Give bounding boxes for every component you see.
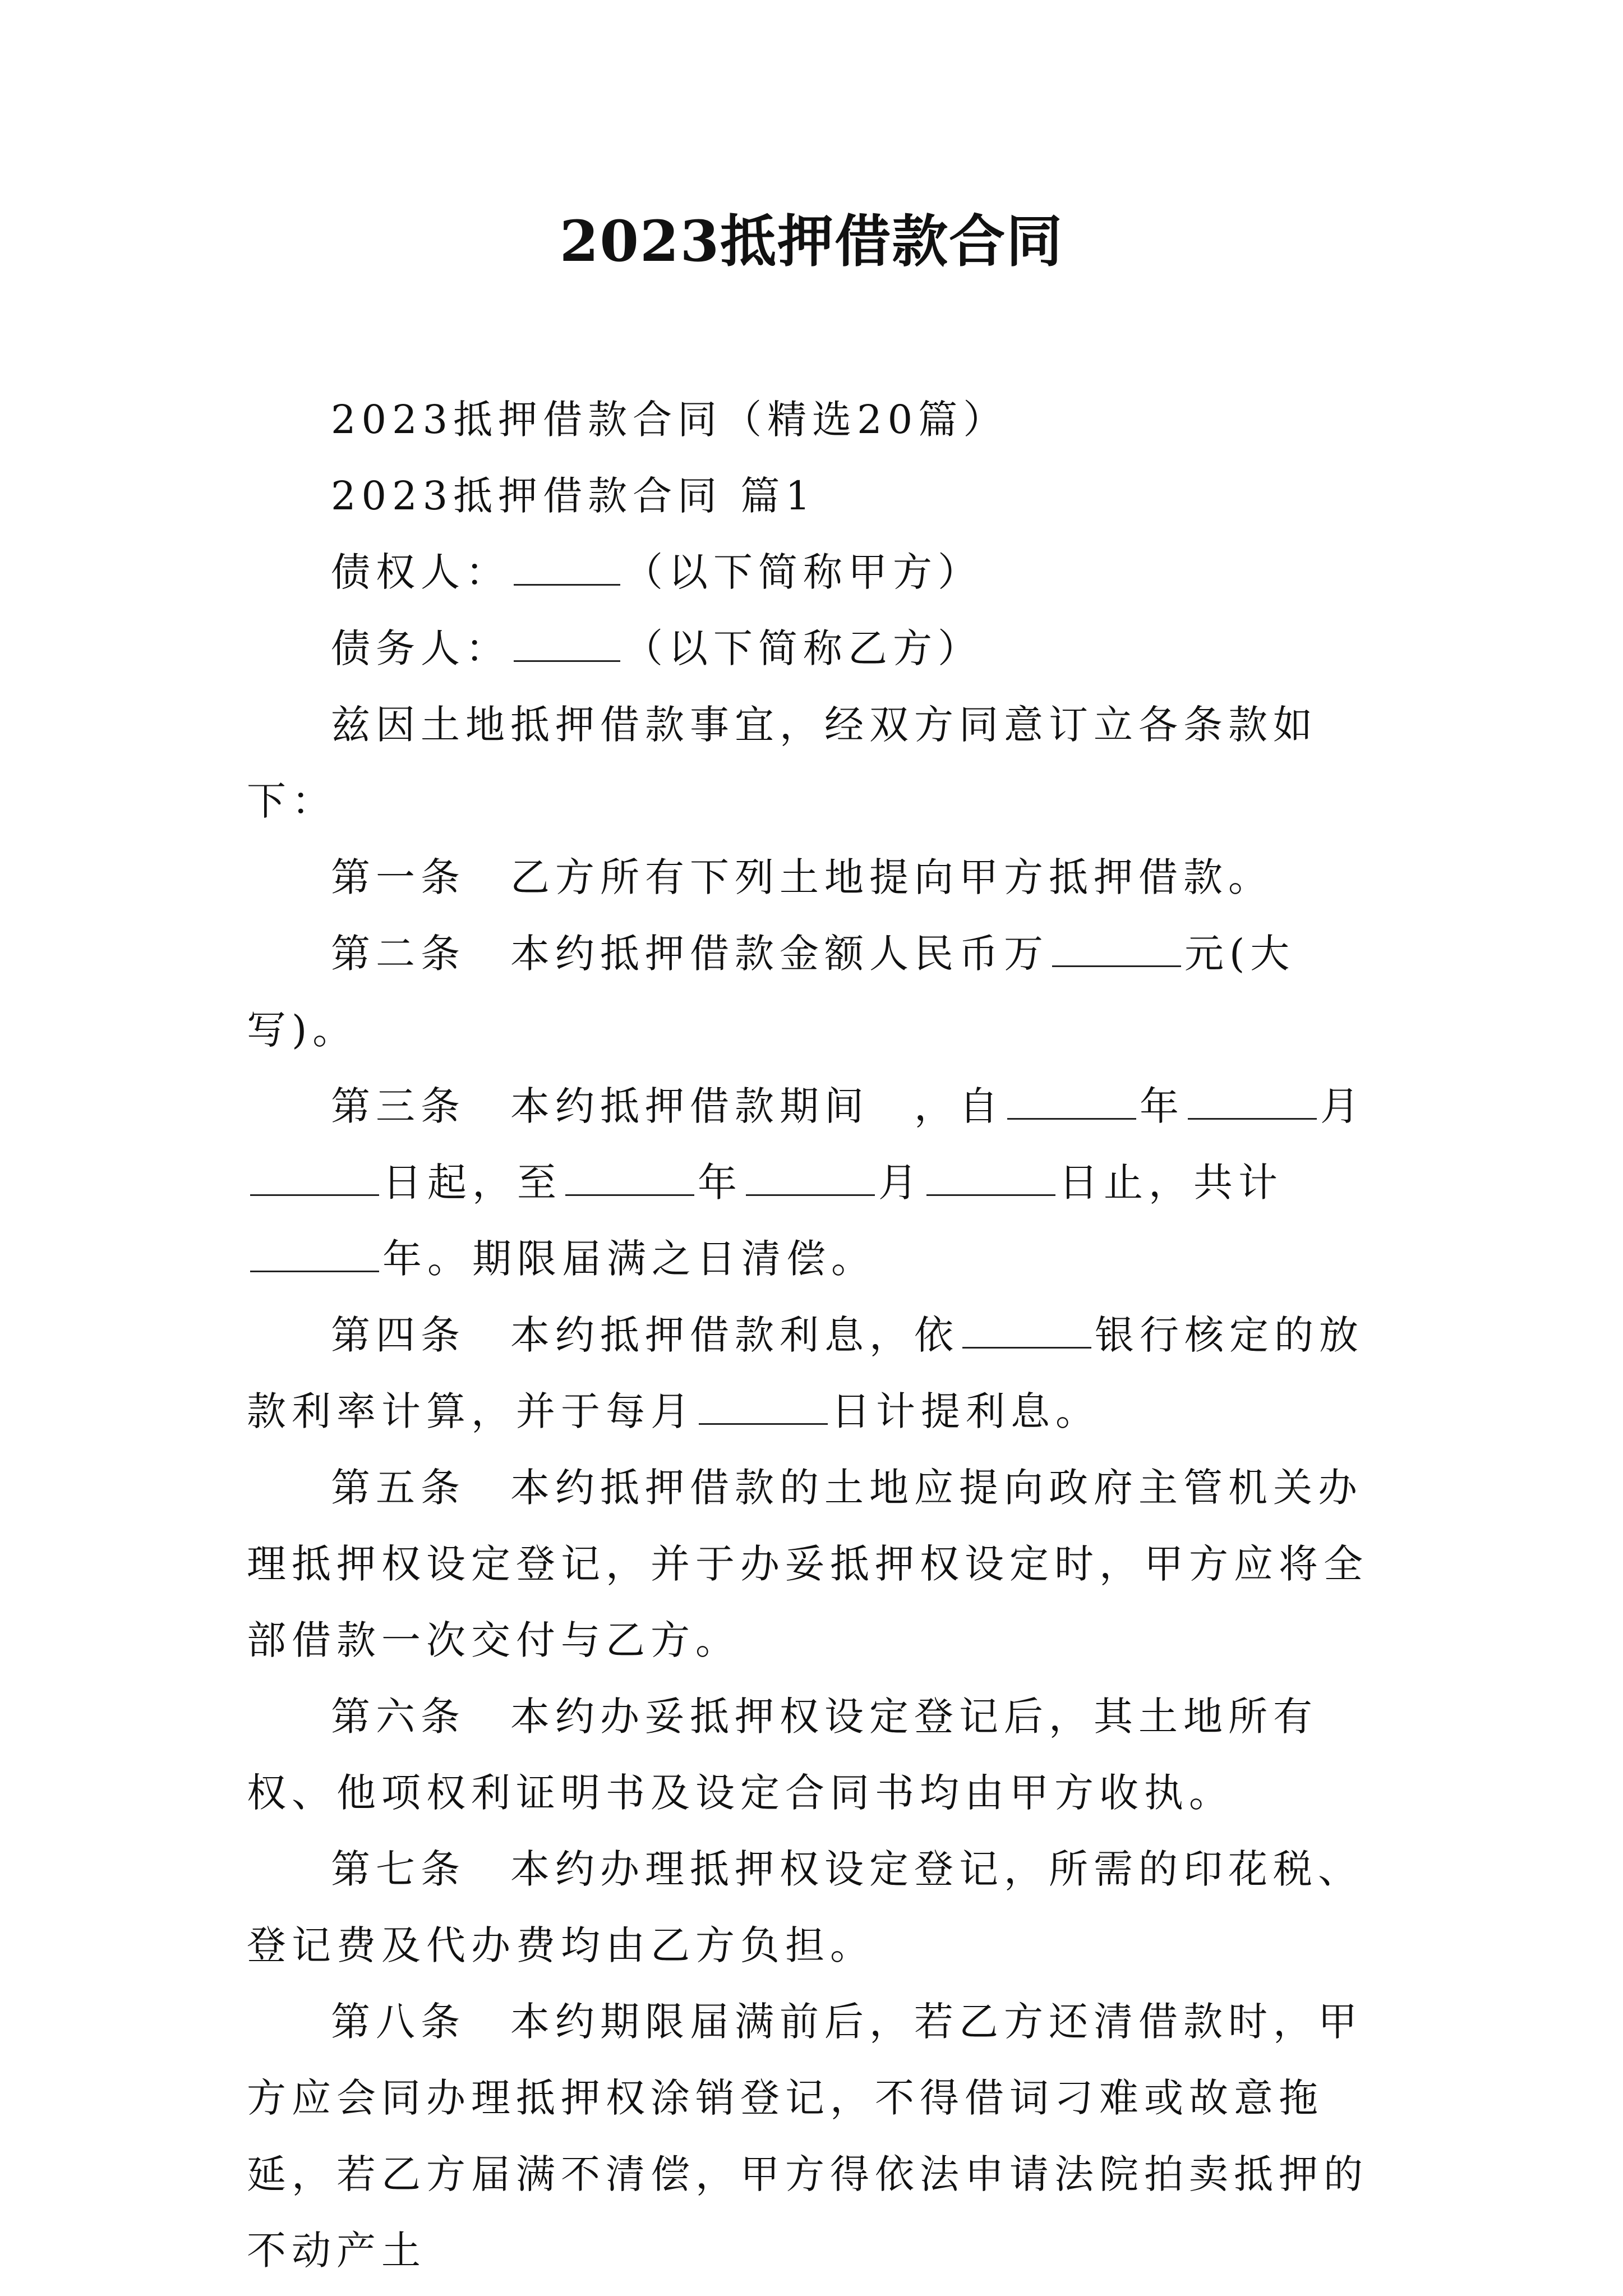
start-year-blank (1007, 1079, 1136, 1120)
article-3-text: 第三条 本约抵押借款期间 ，自 (331, 1083, 1004, 1129)
article-7: 第七条 本约办理抵押权设定登记，所需的印花税、登记费及代办费均由乙方负担。 (247, 1846, 1363, 1968)
creditor-blank (514, 545, 620, 586)
end-year-blank (565, 1155, 694, 1196)
article-3 (247, 1068, 1391, 1297)
end-year-label: 年 (698, 1159, 743, 1205)
creditor-line (247, 534, 1391, 610)
article-4-text: 第四条 本约抵押借款利息，依 (331, 1312, 959, 1358)
creditor-label: 债权人： (331, 549, 510, 595)
intro-paragraph: 兹因土地抵押借款事宜，经双方同意订立各条款如下： (247, 702, 1318, 824)
start-day-label: 日起，至 (382, 1159, 562, 1205)
article-6: 第六条 本约办妥抵押权设定登记后，其土地所有权、他项权利证明书及设定合同书均由甲方收执。 (247, 1694, 1318, 1816)
debtor-blank (514, 621, 620, 662)
end-day-blank (926, 1155, 1055, 1196)
article-4 (247, 1297, 1391, 1450)
amount-blank (1052, 926, 1181, 967)
end-month-blank (746, 1155, 875, 1196)
article-5: 第五条 本约抵押借款的土地应提向政府主管机关办理抵押权设定登记，并于办妥抵押权设定时，甲方应将全部借款一次交付与乙方。 (247, 1465, 1368, 1663)
end-day-label: 日止，共计 (1059, 1159, 1283, 1205)
section-heading: 2023抵押借款合同 篇1 (331, 473, 816, 519)
start-month-label: 月 (1320, 1083, 1365, 1129)
article-3-tail: 年。期限届满之日清偿。 (382, 1236, 876, 1282)
start-year-label: 年 (1140, 1083, 1184, 1129)
start-month-blank (1188, 1079, 1317, 1120)
document-body (247, 381, 1391, 2289)
document-title: 2023抵押借款合同 (559, 208, 1064, 274)
creditor-suffix: （以下简称甲方） (624, 549, 983, 595)
article-2 (247, 915, 1391, 1068)
article-2-text: 第二条 本约抵押借款金额人民币万 (331, 931, 1049, 977)
article-1: 第一条 乙方所有下列土地提向甲方抵押借款。 (331, 854, 1273, 900)
subtitle: 2023抵押借款合同（精选20篇） (331, 397, 1008, 443)
article-2-tail: 元(大写)。 (247, 931, 1295, 1053)
bank-blank (962, 1308, 1091, 1349)
interest-day-blank (699, 1384, 828, 1425)
article-4-tail: 日计提利息。 (831, 1388, 1100, 1434)
total-years-blank (250, 1231, 379, 1272)
debtor-line (247, 610, 1391, 687)
start-day-blank (250, 1155, 379, 1196)
debtor-label: 债务人： (331, 625, 510, 671)
article-8: 第八条 本约期限届满前后，若乙方还清借款时，甲方应会同办理抵押权涂销登记，不得借词刁难或故意拖延，若乙方届满不清偿，甲方得依法申请法院拍卖抵押的不动产土 (247, 1999, 1368, 2274)
article-4-middle: 银行核定的放款利率计算，并于每月 (247, 1312, 1364, 1434)
end-month-label: 月 (878, 1159, 923, 1205)
debtor-suffix: （以下简称乙方） (624, 625, 983, 671)
